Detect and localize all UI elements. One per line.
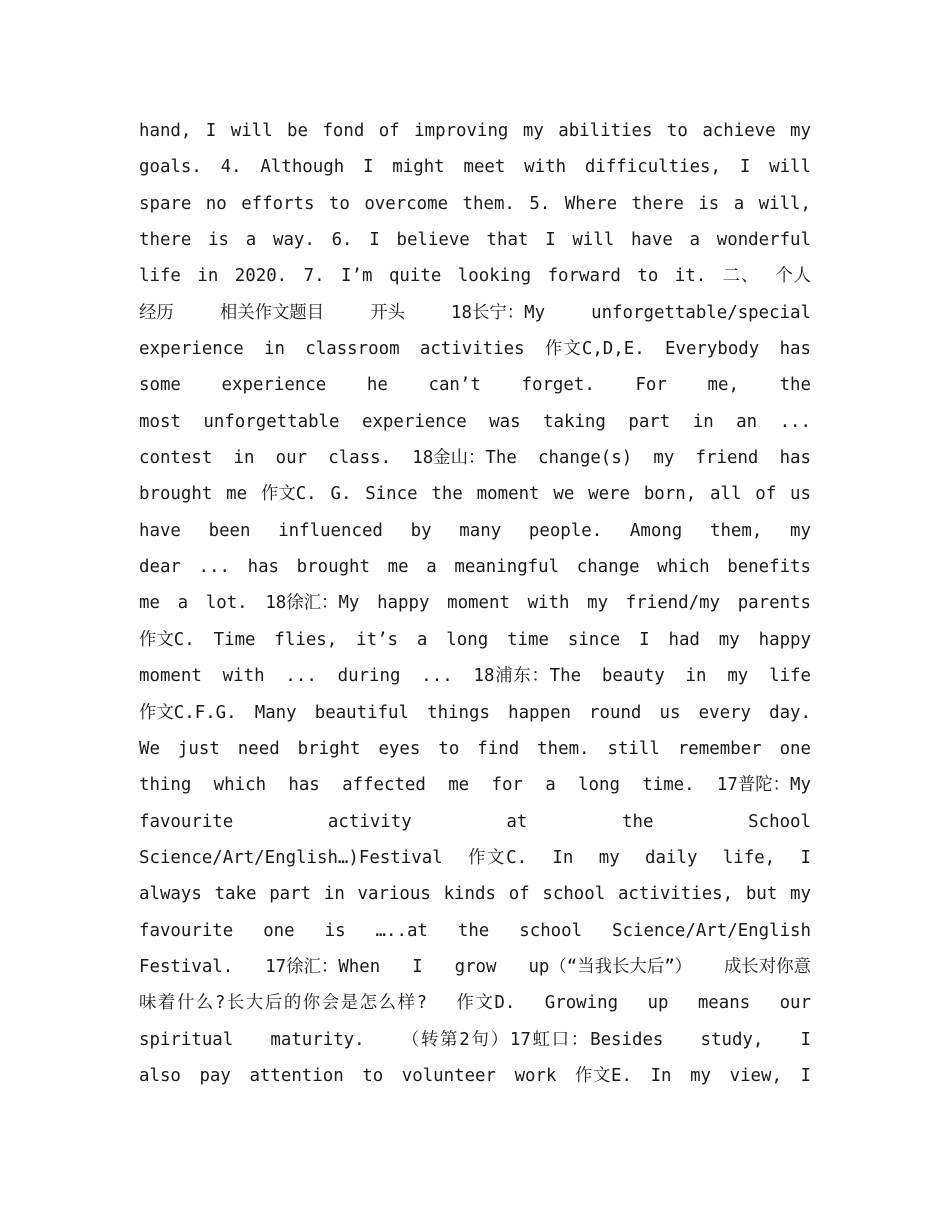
text-line: Festival. 17徐汇：When I grow up（“当我长大后”） 成长对你意 (139, 956, 811, 977)
text-line: brought me 作文C. G. Since the moment we were born, all of us (139, 484, 811, 505)
text-line: favourite one is …..at the school Science/Art/English (139, 920, 811, 941)
text-line: experience in classroom activities 作文C,D,E. Everybody has (139, 339, 811, 360)
text-line: always take part in various kinds of school activities, but my (139, 884, 811, 905)
text-line: life in 2020. 7. I’m quite looking forward to it. 二、 个人 (139, 266, 811, 287)
text-line: spare no efforts to overcome them. 5. Where there is a will, (139, 193, 811, 214)
text-line: spiritual maturity. （转第2句）17虹口：Besides study, I (139, 1029, 811, 1050)
text-line: moment with ... during ... 18浦东：The beauty in my life (139, 666, 811, 687)
text-line: some experience he can’t forget. For me, the (139, 375, 811, 396)
text-line: me a lot. 18徐汇：My happy moment with my friend/my parents (139, 593, 811, 614)
text-line: favourite activity at the School (139, 811, 811, 832)
text-line: have been influenced by many people. Among them, my (139, 520, 811, 541)
text-line: most unforgettable experience was taking part in an ... (139, 411, 811, 432)
body-text (139, 113, 811, 1094)
text-line: We just need bright eyes to find them. still remember one (139, 738, 811, 759)
text-line: 作文C. Time flies, it’s a long time since I had my happy (139, 629, 811, 650)
text-line: 味着什么?长大后的你会是怎么样? 作文D. Growing up means our (139, 993, 811, 1014)
text-line: hand, I will be fond of improving my abilities to achieve my (139, 121, 811, 141)
text-line: thing which has affected me for a long time. 17普陀：My (139, 775, 811, 796)
text-line: there is a way. 6. I believe that I will have a wonderful (139, 230, 811, 251)
text-line: 作文C.F.G. Many beautiful things happen round us every day. (139, 702, 811, 723)
text-line: contest in our class. 18金山：The change(s) my friend has (139, 448, 811, 469)
text-line: dear ... has brought me a meaningful change which benefits (139, 557, 811, 578)
text-line: also pay attention to volunteer work 作文E. In my view, I (139, 1065, 811, 1086)
text-line: goals. 4. Although I might meet with difficulties, I will (139, 157, 811, 178)
text-line: Science/Art/English…)Festival 作文C. In my daily life, I (139, 847, 811, 868)
text-line: 经历 相关作文题目 开头 18长宁：My unforgettable/special (139, 302, 811, 323)
